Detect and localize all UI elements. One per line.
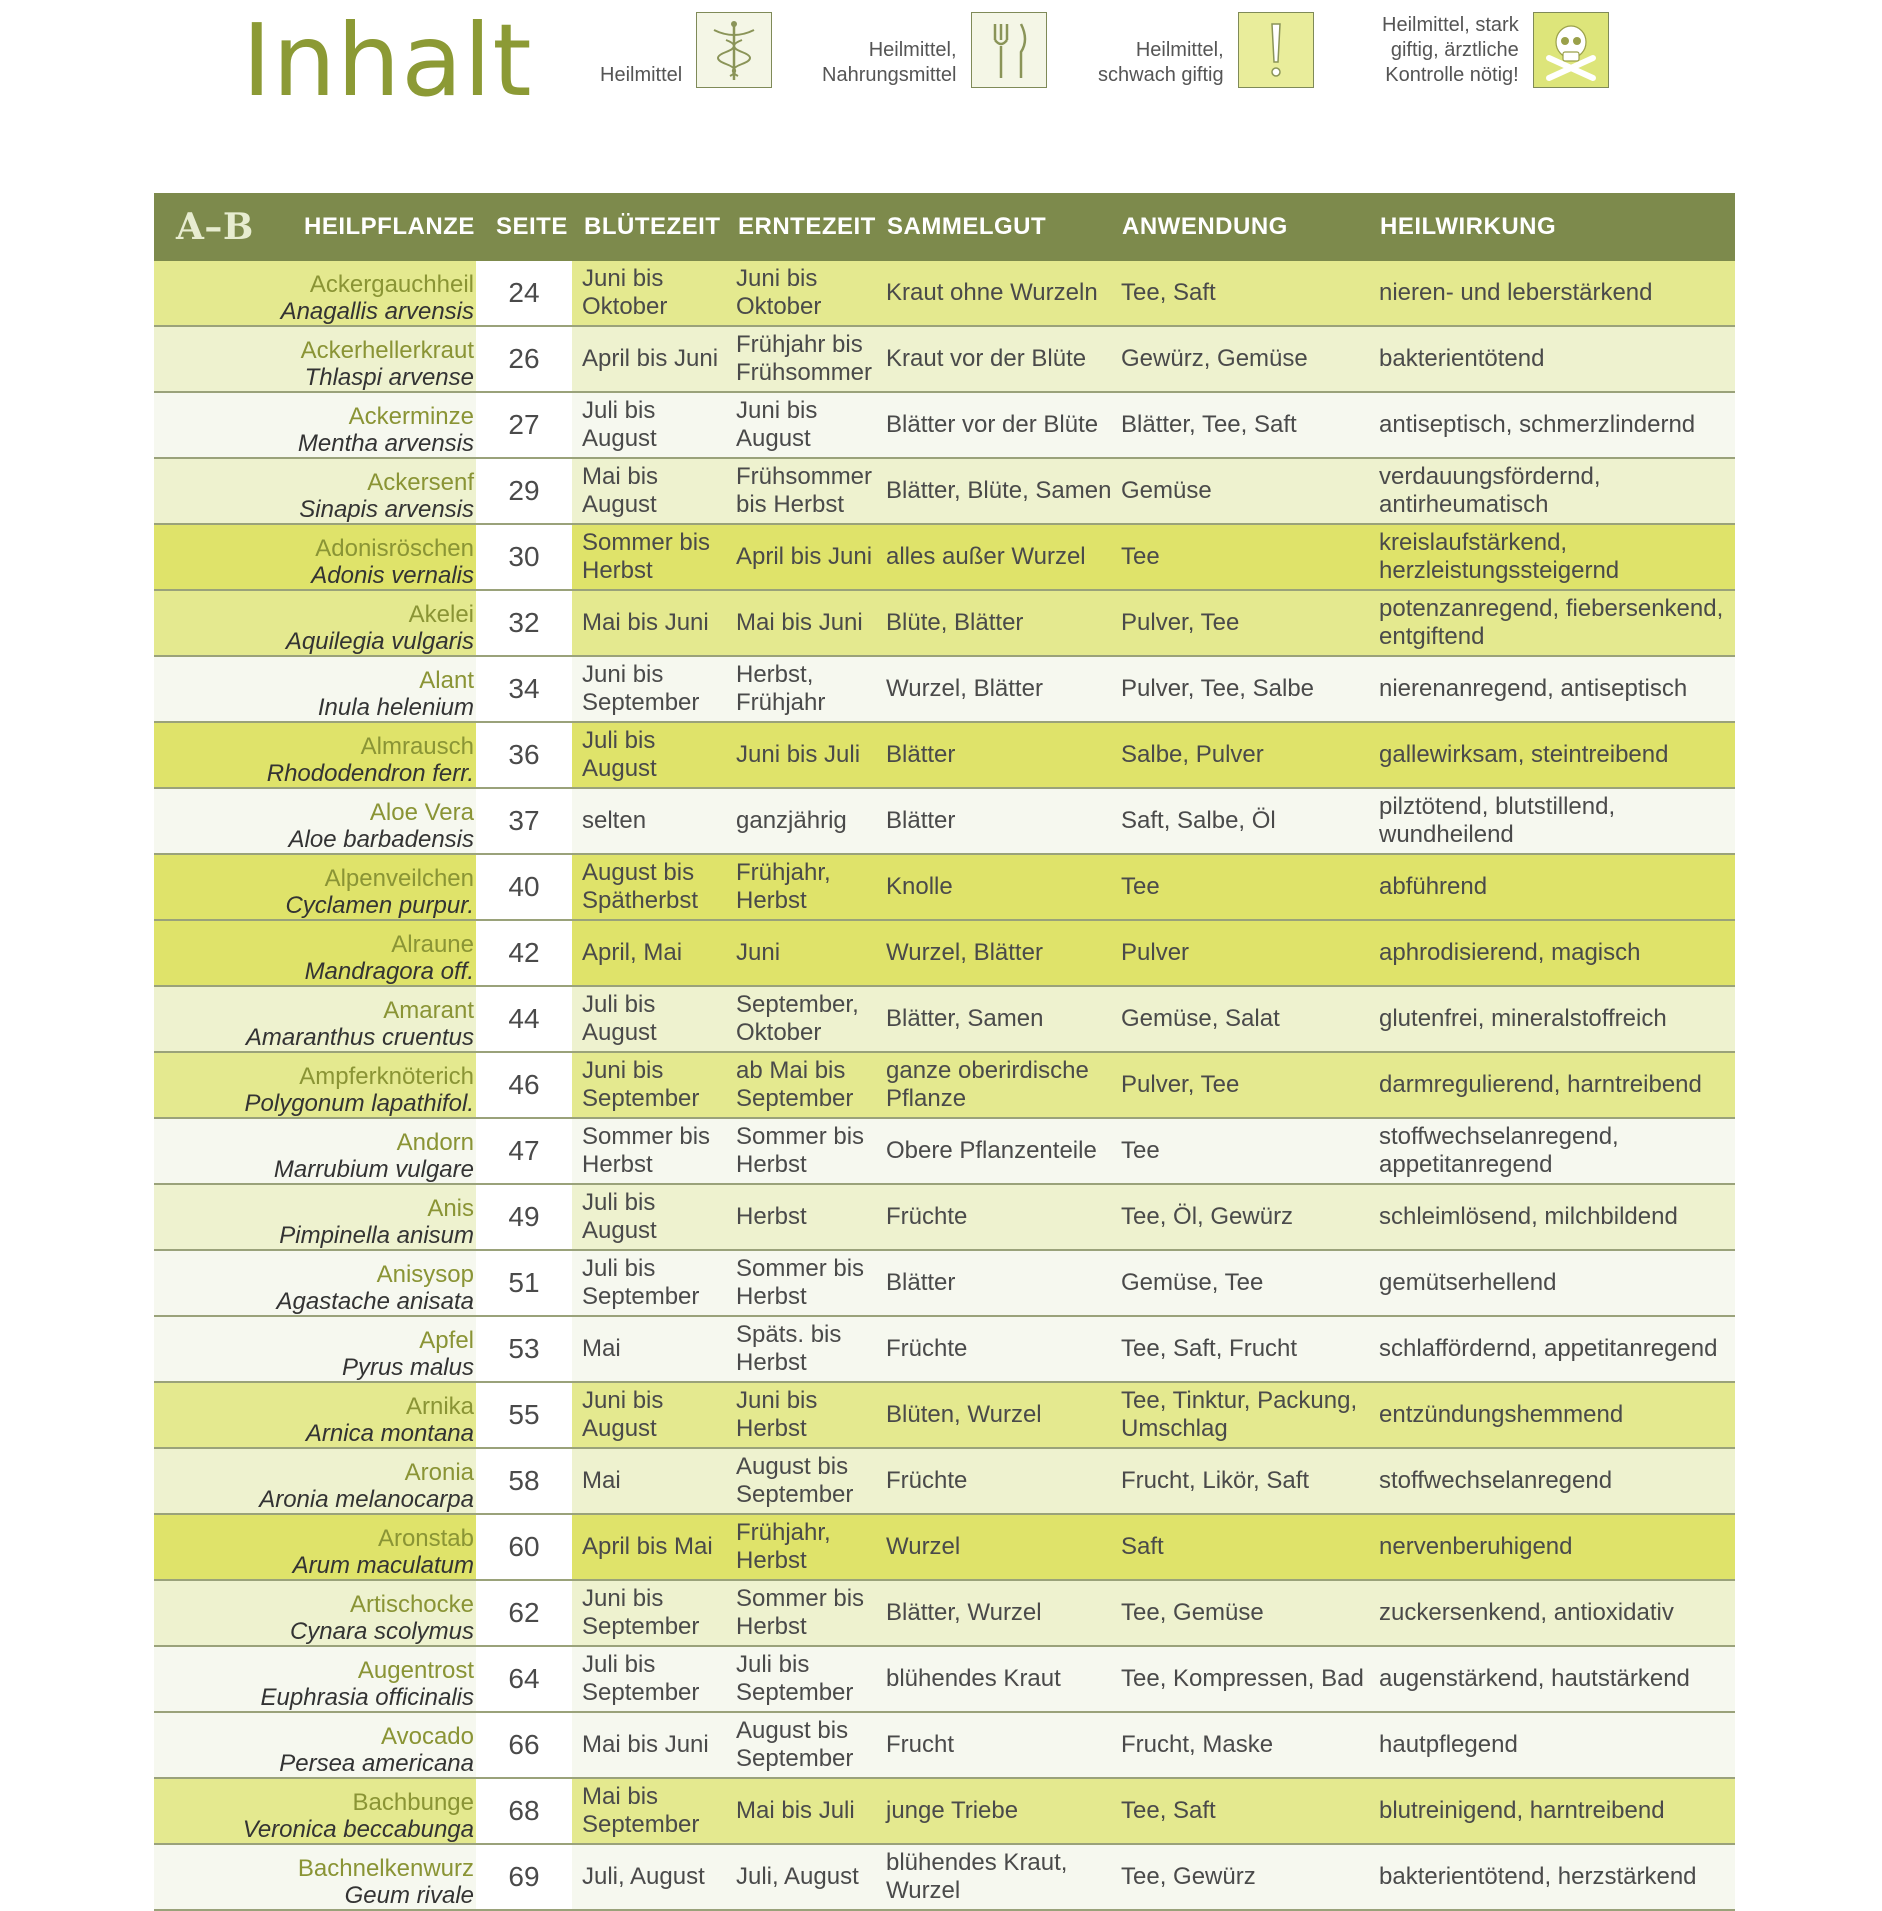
table-row — [154, 723, 1735, 789]
cell-erntezeit: August bis September — [736, 1717, 854, 1772]
cell-bluetezeit: Juli bis September — [582, 1255, 700, 1310]
cell-page-number: 69 — [476, 1845, 572, 1909]
cell-anwendung: Gemüse, Tee — [1121, 1269, 1264, 1296]
cell-page-number: 49 — [476, 1185, 572, 1249]
plant-common-name: Adonisröschen — [315, 535, 474, 562]
cell-plant-name — [154, 1053, 474, 1117]
table-row — [154, 393, 1735, 459]
cell-anwendung: Gewürz, Gemüse — [1121, 345, 1308, 372]
cell-sammelgut: Knolle — [886, 873, 953, 900]
cell-page-number: 64 — [476, 1647, 572, 1711]
cell-bluetezeit: Juli bis August — [582, 1189, 657, 1244]
cell-bluetezeit: Sommer bis Herbst — [582, 1123, 711, 1178]
cell-heilwirkung: verdauungsfördernd, antirheumatisch — [1379, 463, 1601, 518]
plant-common-name: Alraune — [391, 931, 474, 958]
cell-bluetezeit: Mai bis Juni — [582, 609, 709, 636]
cell-sammelgut: junge Triebe — [886, 1797, 1019, 1824]
cell-plant-name — [154, 921, 474, 985]
cell-erntezeit: Frühjahr bis Frühsommer — [736, 331, 873, 386]
cell-anwendung: Tee, Saft — [1121, 1797, 1216, 1824]
cell-sammelgut: Kraut vor der Blüte — [886, 345, 1087, 372]
cell-sammelgut: Blätter — [886, 807, 956, 834]
cell-bluetezeit: Mai bis Juni — [582, 1731, 709, 1758]
table-body — [154, 261, 1735, 1911]
plant-common-name: Bachnelkenwurz — [297, 1855, 474, 1882]
table-header — [154, 193, 1735, 261]
page-title: Inhalt — [242, 2, 533, 119]
cell-bluetezeit: Juli, August — [582, 1863, 705, 1890]
table-row — [154, 1383, 1735, 1449]
header-sammelgut: SAMMELGUT — [887, 213, 1047, 240]
plant-latin-name: Geum rivale — [344, 1882, 474, 1909]
cell-page-number: 27 — [476, 393, 572, 457]
cell-erntezeit: Frühjahr, Herbst — [736, 1519, 831, 1574]
legend-item-nahrungsmittel — [822, 8, 1047, 88]
cell-heilwirkung: glutenfrei, mineralstoffreich — [1379, 1005, 1667, 1032]
cell-sammelgut: Blätter, Wurzel — [886, 1599, 1042, 1626]
cell-anwendung: Tee, Gemüse — [1121, 1599, 1264, 1626]
table-row — [154, 789, 1735, 855]
table-row — [154, 525, 1735, 591]
plant-common-name: Augentrost — [357, 1657, 474, 1684]
cell-page-number: 26 — [476, 327, 572, 391]
cell-heilwirkung: schlaffördernd, appetitanregend — [1379, 1335, 1718, 1362]
plant-common-name: Avocado — [381, 1723, 474, 1750]
cell-plant-name — [154, 327, 474, 391]
plant-latin-name: Arum maculatum — [292, 1552, 474, 1579]
table-row — [154, 1581, 1735, 1647]
caduceus-icon — [696, 12, 772, 88]
cell-plant-name — [154, 657, 474, 721]
cell-erntezeit: Juli bis September — [736, 1651, 854, 1706]
cell-bluetezeit: Juli bis August — [582, 727, 657, 782]
cell-bluetezeit: Juli bis September — [582, 1651, 700, 1706]
cell-erntezeit: Sommer bis Herbst — [736, 1123, 865, 1178]
cell-heilwirkung: gemütserhellend — [1379, 1269, 1557, 1296]
cell-anwendung: Tee, Saft, Frucht — [1121, 1335, 1298, 1362]
cell-plant-name — [154, 1515, 474, 1579]
plant-common-name: Apfel — [419, 1327, 474, 1354]
cell-sammelgut: blühendes Kraut — [886, 1665, 1061, 1692]
cell-anwendung: Gemüse — [1121, 477, 1212, 504]
plant-latin-name: Persea americana — [279, 1750, 474, 1777]
cell-erntezeit: Juni bis Herbst — [736, 1387, 818, 1442]
cell-page-number: 68 — [476, 1779, 572, 1843]
cell-erntezeit: Herbst — [736, 1203, 807, 1230]
fork-knife-icon — [971, 12, 1047, 88]
cell-anwendung: Frucht, Maske — [1121, 1731, 1274, 1758]
cell-plant-name — [154, 459, 474, 523]
cell-sammelgut: alles außer Wurzel — [886, 543, 1086, 570]
cell-sammelgut: Kraut ohne Wurzeln — [886, 279, 1098, 306]
plant-common-name: Bachbunge — [352, 1789, 474, 1816]
skull-crossbones-icon — [1533, 12, 1609, 88]
cell-anwendung: Salbe, Pulver — [1121, 741, 1264, 768]
cell-page-number: 47 — [476, 1119, 572, 1183]
cell-erntezeit: ganzjährig — [736, 807, 847, 834]
table-row — [154, 1845, 1735, 1911]
header-anwendung: ANWENDUNG — [1122, 213, 1288, 240]
plant-common-name: Ackergauchheil — [309, 271, 474, 298]
cell-heilwirkung: nierenanregend, antiseptisch — [1379, 675, 1688, 702]
table-row — [154, 1251, 1735, 1317]
plant-common-name: Ackersenf — [367, 469, 474, 496]
cell-sammelgut: Wurzel, Blätter — [886, 675, 1043, 702]
plant-common-name: Anisysop — [376, 1261, 474, 1288]
cell-page-number: 32 — [476, 591, 572, 655]
cell-page-number: 62 — [476, 1581, 572, 1645]
cell-heilwirkung: antiseptisch, schmerzlindernd — [1379, 411, 1696, 438]
plant-latin-name: Cyclamen purpur. — [285, 892, 474, 919]
table-row — [154, 1515, 1735, 1581]
cell-heilwirkung: abführend — [1379, 873, 1488, 900]
cell-heilwirkung: stoffwechselanregend, appetitanregend — [1379, 1123, 1619, 1178]
cell-bluetezeit: April bis Mai — [582, 1533, 713, 1560]
plant-common-name: Amarant — [383, 997, 474, 1024]
cell-page-number: 30 — [476, 525, 572, 589]
cell-erntezeit: Herbst, Frühjahr — [736, 661, 826, 716]
plant-common-name: Ackerhellerkraut — [300, 337, 474, 364]
plant-latin-name: Arnica montana — [305, 1420, 474, 1447]
cell-sammelgut: ganze oberirdische Pflanze — [886, 1057, 1089, 1112]
cell-anwendung: Tee, Kompressen, Bad — [1121, 1665, 1364, 1692]
cell-erntezeit: Juni bis Oktober — [736, 265, 822, 320]
cell-erntezeit: Juni bis Juli — [736, 741, 861, 768]
cell-plant-name — [154, 525, 474, 589]
cell-erntezeit: Juni — [736, 939, 781, 966]
cell-heilwirkung: schleimlösend, milchbildend — [1379, 1203, 1678, 1230]
table-row — [154, 327, 1735, 393]
cell-plant-name — [154, 591, 474, 655]
cell-page-number: 37 — [476, 789, 572, 853]
cell-page-number: 58 — [476, 1449, 572, 1513]
plant-latin-name: Cynara scolymus — [289, 1618, 474, 1645]
cell-plant-name — [154, 1647, 474, 1711]
cell-anwendung: Tee — [1121, 873, 1160, 900]
cell-sammelgut: Blüten, Wurzel — [886, 1401, 1042, 1428]
cell-sammelgut: Blätter, Samen — [886, 1005, 1044, 1032]
cell-heilwirkung: blutreinigend, harntreibend — [1379, 1797, 1665, 1824]
cell-plant-name — [154, 1383, 474, 1447]
cell-heilwirkung: hautpflegend — [1379, 1731, 1518, 1758]
table-row — [154, 261, 1735, 327]
cell-erntezeit: Mai bis Juni — [736, 609, 863, 636]
cell-page-number: 55 — [476, 1383, 572, 1447]
cell-page-number: 51 — [476, 1251, 572, 1315]
legend-label: Heilmittel, stark giftig, ärztliche Kontrolle nötig! — [1382, 14, 1519, 86]
plant-common-name: Aloe Vera — [369, 799, 474, 826]
cell-anwendung: Pulver, Tee — [1121, 609, 1240, 636]
plant-latin-name: Aloe barbadensis — [288, 826, 474, 853]
cell-plant-name — [154, 789, 474, 853]
plant-latin-name: Agastache anisata — [276, 1288, 474, 1315]
cell-sammelgut: Früchte — [886, 1467, 968, 1494]
cell-erntezeit: Frühsommer bis Herbst — [736, 463, 873, 518]
cell-heilwirkung: pilztötend, blutstillend, wundheilend — [1379, 793, 1616, 848]
table-row — [154, 1449, 1735, 1515]
cell-plant-name — [154, 1845, 474, 1909]
plant-latin-name: Amaranthus cruentus — [245, 1024, 474, 1051]
cell-bluetezeit: Juli bis August — [582, 991, 657, 1046]
cell-erntezeit: Sommer bis Herbst — [736, 1585, 865, 1640]
plant-latin-name: Anagallis arvensis — [280, 298, 474, 325]
cell-plant-name — [154, 1779, 474, 1843]
plant-common-name: Andorn — [396, 1129, 474, 1156]
cell-page-number: 46 — [476, 1053, 572, 1117]
plant-latin-name: Adonis vernalis — [311, 562, 474, 589]
cell-page-number: 53 — [476, 1317, 572, 1381]
cell-anwendung: Pulver, Tee — [1121, 1071, 1240, 1098]
table-row — [154, 987, 1735, 1053]
cell-heilwirkung: bakterientötend — [1379, 345, 1545, 372]
cell-erntezeit: September, Oktober — [736, 991, 859, 1046]
section-letters: A–B — [176, 206, 254, 248]
plant-common-name: Ampferknöterich — [299, 1063, 474, 1090]
cell-bluetezeit: Sommer bis Herbst — [582, 529, 711, 584]
cell-anwendung: Tee, Gewürz — [1121, 1863, 1256, 1890]
header-page: SEITE — [496, 213, 568, 240]
cell-bluetezeit: Juni bis September — [582, 1585, 700, 1640]
cell-plant-name — [154, 393, 474, 457]
header-plant: HEILPFLANZE — [304, 213, 475, 240]
table-row — [154, 591, 1735, 657]
plant-latin-name: Euphrasia officinalis — [260, 1684, 474, 1711]
cell-plant-name — [154, 855, 474, 919]
cell-plant-name — [154, 1581, 474, 1645]
cell-page-number: 24 — [476, 261, 572, 325]
cell-anwendung: Frucht, Likör, Saft — [1121, 1467, 1310, 1494]
cell-bluetezeit: selten — [582, 807, 647, 834]
plant-common-name: Arnika — [405, 1393, 474, 1420]
plant-latin-name: Sinapis arvensis — [299, 496, 474, 523]
cell-page-number: 44 — [476, 987, 572, 1051]
plant-latin-name: Polygonum lapathifol. — [244, 1090, 474, 1117]
cell-plant-name — [154, 1251, 474, 1315]
cell-heilwirkung: nieren- und leberstärkend — [1379, 279, 1653, 306]
plant-latin-name: Mentha arvensis — [297, 430, 474, 457]
cell-anwendung: Tee — [1121, 543, 1160, 570]
table-row — [154, 1647, 1735, 1713]
legend-label: Heilmittel, Nahrungsmittel — [822, 39, 957, 86]
cell-sammelgut: Wurzel — [886, 1533, 961, 1560]
cell-page-number: 42 — [476, 921, 572, 985]
cell-heilwirkung: darmregulierend, harntreibend — [1379, 1071, 1702, 1098]
legend-label: Heilmittel — [600, 64, 683, 86]
plant-common-name: Aronia — [404, 1459, 474, 1486]
cell-sammelgut: Früchte — [886, 1203, 968, 1230]
cell-plant-name — [154, 261, 474, 325]
cell-anwendung: Saft — [1121, 1533, 1164, 1560]
cell-heilwirkung: augenstärkend, hautstärkend — [1379, 1665, 1690, 1692]
plant-latin-name: Pyrus malus — [341, 1354, 474, 1381]
cell-page-number: 40 — [476, 855, 572, 919]
cell-anwendung: Pulver — [1121, 939, 1190, 966]
cell-erntezeit: Mai bis Juli — [736, 1797, 855, 1824]
cell-anwendung: Pulver, Tee, Salbe — [1121, 675, 1315, 702]
table-row — [154, 1713, 1735, 1779]
cell-sammelgut: Blüte, Blätter — [886, 609, 1024, 636]
cell-sammelgut: Früchte — [886, 1335, 968, 1362]
cell-plant-name — [154, 987, 474, 1051]
plant-latin-name: Mandragora off. — [304, 958, 474, 985]
plant-latin-name: Pimpinella anisum — [279, 1222, 474, 1249]
cell-erntezeit: April bis Juni — [736, 543, 873, 570]
plant-common-name: Artischocke — [349, 1591, 474, 1618]
cell-sammelgut: Wurzel, Blätter — [886, 939, 1043, 966]
cell-anwendung: Tee, Saft — [1121, 279, 1216, 306]
plant-common-name: Aronstab — [377, 1525, 474, 1552]
cell-anwendung: Gemüse, Salat — [1121, 1005, 1280, 1032]
header-wirkung: HEILWIRKUNG — [1380, 213, 1557, 240]
header-bluete: BLÜTEZEIT — [584, 213, 721, 240]
plant-latin-name: Inula helenium — [317, 694, 474, 721]
cell-anwendung: Tee, Öl, Gewürz — [1121, 1203, 1294, 1230]
table-row — [154, 1779, 1735, 1845]
cell-plant-name — [154, 1119, 474, 1183]
cell-sammelgut: Obere Pflanzenteile — [886, 1137, 1097, 1164]
cell-page-number: 29 — [476, 459, 572, 523]
table-row — [154, 657, 1735, 723]
legend-label: Heilmittel, schwach giftig — [1098, 39, 1224, 86]
cell-sammelgut: blühendes Kraut, Wurzel — [886, 1849, 1068, 1904]
cell-erntezeit: August bis September — [736, 1453, 854, 1508]
cell-bluetezeit: Juni bis August — [582, 1387, 664, 1442]
table-row — [154, 1317, 1735, 1383]
cell-bluetezeit: April, Mai — [582, 939, 683, 966]
cell-erntezeit: Sommer bis Herbst — [736, 1255, 865, 1310]
cell-page-number: 60 — [476, 1515, 572, 1579]
plant-latin-name: Rhododendron ferr. — [266, 760, 474, 787]
table-row — [154, 1053, 1735, 1119]
cell-erntezeit: Juni bis August — [736, 397, 818, 452]
cell-anwendung: Blätter, Tee, Saft — [1121, 411, 1297, 438]
plant-common-name: Anis — [427, 1195, 474, 1222]
cell-bluetezeit: Juni bis September — [582, 1057, 700, 1112]
cell-bluetezeit: Juni bis September — [582, 661, 700, 716]
cell-bluetezeit: Mai — [582, 1335, 621, 1362]
cell-heilwirkung: zuckersenkend, antioxidativ — [1379, 1599, 1674, 1626]
cell-plant-name — [154, 1185, 474, 1249]
table-row — [154, 921, 1735, 987]
header-ernte: ERNTEZEIT — [738, 213, 876, 240]
cell-page-number: 34 — [476, 657, 572, 721]
cell-heilwirkung: nervenberuhigend — [1379, 1533, 1573, 1560]
plant-latin-name: Veronica beccabunga — [242, 1816, 474, 1843]
cell-sammelgut: Frucht — [886, 1731, 955, 1758]
cell-anwendung: Tee — [1121, 1137, 1160, 1164]
plant-latin-name: Thlaspi arvense — [304, 364, 474, 391]
plant-common-name: Akelei — [408, 601, 474, 628]
cell-bluetezeit: Mai bis August — [582, 463, 659, 518]
cell-erntezeit: Späts. bis Herbst — [736, 1321, 842, 1376]
cell-heilwirkung: potenzanregend, fiebersenkend, entgiftend — [1379, 595, 1724, 650]
cell-bluetezeit: Juni bis Oktober — [582, 265, 668, 320]
legend-item-stark-giftig — [1382, 8, 1609, 88]
table-row — [154, 459, 1735, 525]
cell-sammelgut: Blätter — [886, 741, 956, 768]
cell-heilwirkung: stoffwechselanregend — [1379, 1467, 1613, 1494]
table-row — [154, 1185, 1735, 1251]
cell-page-number: 66 — [476, 1713, 572, 1777]
cell-plant-name — [154, 1713, 474, 1777]
cell-sammelgut: Blätter, Blüte, Samen — [886, 477, 1112, 504]
exclamation-icon — [1238, 12, 1314, 88]
cell-heilwirkung: aphrodisierend, magisch — [1379, 939, 1641, 966]
cell-plant-name — [154, 1449, 474, 1513]
cell-heilwirkung: kreislaufstärkend, herzleistungssteigernd — [1379, 529, 1620, 584]
cell-page-number: 36 — [476, 723, 572, 787]
cell-plant-name — [154, 1317, 474, 1381]
cell-sammelgut: Blätter vor der Blüte — [886, 411, 1099, 438]
cell-anwendung: Saft, Salbe, Öl — [1121, 807, 1276, 834]
legend-item-schwach-giftig — [1098, 8, 1314, 88]
legend-item-heilmittel — [600, 8, 772, 88]
cell-sammelgut: Blätter — [886, 1269, 956, 1296]
cell-heilwirkung: entzündungshemmend — [1379, 1401, 1624, 1428]
cell-bluetezeit: Mai bis September — [582, 1783, 700, 1838]
plant-latin-name: Aronia melanocarpa — [259, 1486, 474, 1513]
cell-bluetezeit: Juli bis August — [582, 397, 657, 452]
cell-erntezeit: Frühjahr, Herbst — [736, 859, 831, 914]
plant-common-name: Almrausch — [360, 733, 474, 760]
plant-common-name: Alpenveilchen — [324, 865, 474, 892]
plant-latin-name: Marrubium vulgare — [273, 1156, 474, 1183]
plant-latin-name: Aquilegia vulgaris — [285, 628, 474, 655]
plant-common-name: Ackerminze — [348, 403, 474, 430]
plant-common-name: Alant — [419, 667, 474, 694]
cell-erntezeit: Juli, August — [736, 1863, 859, 1890]
plant-table — [154, 193, 1735, 1911]
cell-bluetezeit: August bis Spätherbst — [582, 859, 699, 914]
cell-anwendung: Tee, Tinktur, Packung, Umschlag — [1121, 1387, 1358, 1442]
cell-bluetezeit: April bis Juni — [582, 345, 719, 372]
table-row — [154, 855, 1735, 921]
cell-plant-name — [154, 723, 474, 787]
cell-heilwirkung: bakterientötend, herzstärkend — [1379, 1863, 1697, 1890]
cell-bluetezeit: Mai — [582, 1467, 621, 1494]
table-row — [154, 1119, 1735, 1185]
cell-heilwirkung: gallewirksam, steintreibend — [1379, 741, 1669, 768]
cell-erntezeit: ab Mai bis September — [736, 1057, 854, 1112]
